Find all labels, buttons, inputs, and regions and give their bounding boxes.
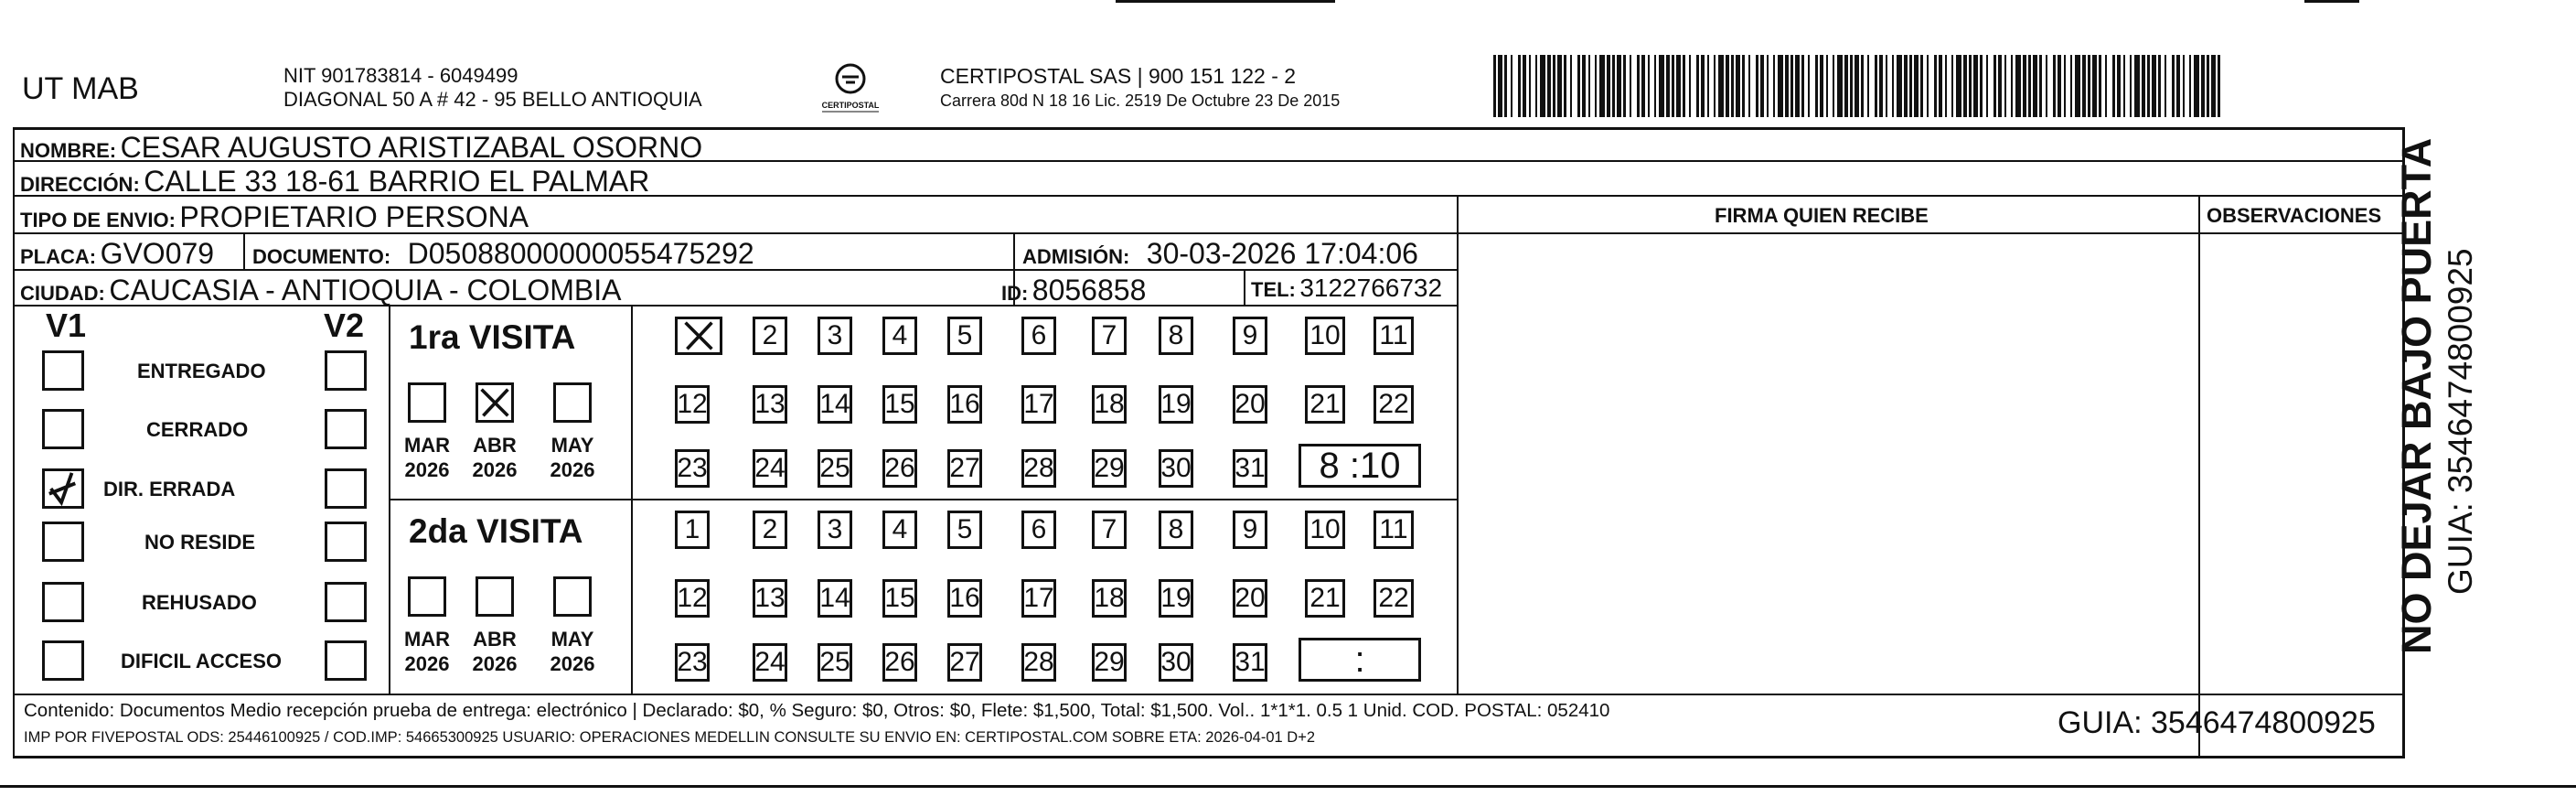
documento-row [252, 239, 754, 268]
day-checkbox[interactable]: 5 [947, 317, 982, 355]
tel-row [1251, 275, 1442, 301]
side-warning: NO DEJAR BAJO PUERTA [2393, 137, 2440, 654]
day-checkbox[interactable]: 25 [818, 643, 852, 682]
day-checkbox[interactable]: 26 [882, 643, 917, 682]
day-checkbox[interactable]: 8 [1159, 511, 1193, 549]
day-checkbox[interactable]: 24 [753, 643, 787, 682]
day-checkbox[interactable]: 10 [1305, 511, 1345, 549]
month-label: MAY [550, 628, 594, 651]
month-checkbox[interactable] [408, 576, 446, 617]
direccion-label: DIRECCIÓN: [20, 173, 140, 196]
month-checkbox[interactable] [553, 382, 592, 423]
year-label: 2026 [472, 652, 518, 675]
v2-label: V2 [324, 307, 365, 344]
tel-value: 3122766732 [1299, 274, 1443, 302]
v2-checkbox[interactable] [325, 522, 367, 562]
day-checkbox[interactable]: 9 [1233, 317, 1267, 355]
v1-checkbox[interactable] [42, 582, 84, 622]
side-guia: GUIA: 3546474800925 [2442, 248, 2479, 595]
footer-guia: GUIA: 3546474800925 [2058, 705, 2376, 740]
v1-label: V1 [46, 307, 87, 344]
frame-top [13, 127, 2405, 130]
v1-checkbox[interactable] [42, 468, 84, 509]
day-checkbox[interactable]: 17 [1021, 579, 1056, 618]
v2-checkbox[interactable] [325, 640, 367, 681]
v1-checkbox[interactable] [42, 640, 84, 681]
ciudad-label: CIUDAD: [20, 282, 105, 305]
svg-text:CERTIPOSTAL: CERTIPOSTAL [821, 101, 880, 110]
day-checkbox[interactable]: 23 [675, 643, 710, 682]
time-field[interactable]: : [1299, 638, 1421, 682]
visit-title: 2da VISITA [409, 512, 583, 550]
year-label: 2026 [404, 652, 450, 675]
day-checkbox[interactable]: 15 [882, 385, 917, 424]
day-checkbox[interactable]: 20 [1233, 385, 1267, 424]
day-checkbox[interactable]: 23 [675, 449, 710, 488]
nombre-value: CESAR AUGUSTO ARISTIZABAL OSORNO [120, 131, 703, 164]
month-label: ABR [473, 628, 517, 651]
certipostal-logo [809, 60, 892, 115]
month-checkbox[interactable] [476, 382, 514, 423]
day-checkbox[interactable]: 31 [1233, 643, 1267, 682]
month-label: MAR [403, 628, 451, 651]
year-label: 2026 [404, 458, 450, 481]
day-checkbox[interactable] [675, 317, 722, 355]
day-checkbox[interactable]: 17 [1021, 385, 1056, 424]
visit-title: 1ra VISITA [409, 318, 576, 356]
admision-value: 30-03-2026 17:04:06 [1146, 237, 1418, 270]
id-value: 8056858 [1031, 274, 1147, 307]
placa-label: PLACA: [20, 245, 97, 268]
day-checkbox[interactable]: 28 [1021, 643, 1056, 682]
day-checkbox[interactable]: 30 [1159, 449, 1193, 488]
tipo-label: TIPO DE ENVIO: [20, 209, 176, 231]
id-row [1001, 275, 1146, 305]
day-checkbox[interactable]: 27 [947, 643, 982, 682]
id-label: ID: [1001, 282, 1029, 305]
day-checkbox[interactable]: 22 [1374, 579, 1414, 618]
time-field[interactable]: 8 :10 [1299, 444, 1421, 488]
day-checkbox[interactable]: 18 [1092, 385, 1127, 424]
month-checkbox[interactable] [553, 576, 592, 617]
day-checkbox[interactable]: 25 [818, 449, 852, 488]
day-checkbox[interactable]: 24 [753, 449, 787, 488]
day-checkbox[interactable]: 7 [1092, 511, 1127, 549]
day-checkbox[interactable]: 4 [882, 317, 917, 355]
day-checkbox[interactable]: 10 [1305, 317, 1345, 355]
day-checkbox[interactable]: 19 [1159, 579, 1193, 618]
day-checkbox[interactable]: 16 [947, 579, 982, 618]
day-checkbox[interactable]: 3 [818, 511, 852, 549]
nombre-row [20, 133, 702, 162]
day-checkbox[interactable]: 6 [1021, 317, 1056, 355]
day-checkbox[interactable]: 14 [818, 579, 852, 618]
documento-label: DOCUMENTO: [252, 245, 391, 268]
day-checkbox[interactable]: 8 [1159, 317, 1193, 355]
observaciones-label: OBSERVACIONES [2207, 204, 2382, 227]
day-checkbox[interactable]: 22 [1374, 385, 1414, 424]
frame-bottom [13, 756, 2405, 758]
day-checkbox[interactable]: 21 [1305, 579, 1345, 618]
month-checkbox[interactable] [408, 382, 446, 423]
day-checkbox[interactable]: 16 [947, 385, 982, 424]
carrier-name: CERTIPOSTAL SAS | 900 151 122 - 2 [940, 64, 1297, 88]
v1-checkbox[interactable] [42, 350, 84, 391]
day-checkbox[interactable]: 20 [1233, 579, 1267, 618]
carrier-license: Carrera 80d N 18 16 Lic. 2519 De Octubre 23 De 2015 [940, 91, 1341, 110]
day-checkbox[interactable]: 1 [675, 511, 710, 549]
ciudad-value: CAUCASIA - ANTIOQUIA - COLOMBIA [109, 274, 622, 307]
day-checkbox[interactable]: 26 [882, 449, 917, 488]
day-checkbox[interactable]: 29 [1092, 449, 1127, 488]
year-label: 2026 [550, 458, 595, 481]
day-checkbox[interactable]: 9 [1233, 511, 1267, 549]
day-checkbox[interactable]: 15 [882, 579, 917, 618]
status-reason-label: REHUSADO [142, 591, 257, 614]
day-checkbox[interactable]: 12 [675, 579, 710, 618]
day-checkbox[interactable]: 2 [753, 511, 787, 549]
placa-value: GVO079 [100, 237, 215, 270]
v1-checkbox[interactable] [42, 522, 84, 562]
footer-line1: Contenido: Documentos Medio recepción prueba de entrega: electrónico | Declarado: $0, % Seguro: $0, Otros: $0, Flete: $1,500, Total: $1,500. Vol.. 1*1*1. 0.5 1 Unid. COD. POSTAL: 052410 [24, 700, 1610, 721]
day-checkbox[interactable]: 18 [1092, 579, 1127, 618]
day-checkbox[interactable]: 11 [1374, 317, 1414, 355]
year-label: 2026 [550, 652, 595, 675]
month-label: MAR [403, 434, 451, 457]
day-checkbox[interactable]: 13 [753, 579, 787, 618]
v2-checkbox[interactable] [325, 468, 367, 509]
frame-left [13, 127, 15, 758]
ciudad-row [20, 275, 621, 305]
month-label: ABR [473, 434, 517, 457]
placa-row [20, 239, 214, 268]
status-reason-label: DIR. ERRADA [103, 478, 236, 500]
v2-checkbox[interactable] [325, 409, 367, 449]
tipo-row [20, 202, 529, 231]
company-nit: NIT 901783814 - 6049499 [283, 64, 518, 87]
day-checkbox[interactable]: 14 [818, 385, 852, 424]
tel-label: TEL: [1251, 278, 1296, 301]
v1-checkbox[interactable] [42, 409, 84, 449]
company-short: UT MAB [22, 71, 139, 106]
day-checkbox[interactable]: 31 [1233, 449, 1267, 488]
day-checkbox[interactable]: 7 [1092, 317, 1127, 355]
documento-value: D05088000000055475292 [407, 237, 754, 270]
direccion-value: CALLE 33 18-61 BARRIO EL PALMAR [144, 165, 650, 198]
day-checkbox[interactable]: 4 [882, 511, 917, 549]
nombre-label: NOMBRE: [20, 139, 117, 162]
day-checkbox[interactable]: 21 [1305, 385, 1345, 424]
month-label: MAY [550, 434, 594, 457]
status-reason-label: ENTREGADO [137, 360, 266, 382]
firma-label: FIRMA QUIEN RECIBE [1715, 204, 1929, 227]
barcode [1493, 55, 2225, 117]
year-label: 2026 [472, 458, 518, 481]
admision-row [1022, 239, 1418, 268]
month-checkbox[interactable] [476, 576, 514, 617]
footer-line2: IMP POR FIVEPOSTAL ODS: 25446100925 / COD.IMP: 54665300925 USUARIO: OPERACIONES MEDELLIN CONSULTE SU ENVIO EN: CERTIPOSTAL.COM SOBRE ETA: 2026-04-01 D+2 [24, 729, 1316, 746]
tipo-value: PROPIETARIO PERSONA [179, 200, 529, 233]
status-reason-label: DIFICIL ACCESO [121, 650, 283, 672]
direccion-row [20, 167, 649, 196]
day-checkbox[interactable]: 30 [1159, 643, 1193, 682]
day-checkbox[interactable]: 19 [1159, 385, 1193, 424]
day-checkbox[interactable]: 29 [1092, 643, 1127, 682]
day-checkbox[interactable]: 5 [947, 511, 982, 549]
admision-label: ADMISIÓN: [1022, 245, 1130, 268]
day-checkbox[interactable]: 13 [753, 385, 787, 424]
v2-checkbox[interactable] [325, 350, 367, 391]
day-checkbox[interactable]: 6 [1021, 511, 1056, 549]
day-checkbox[interactable]: 27 [947, 449, 982, 488]
day-checkbox[interactable]: 28 [1021, 449, 1056, 488]
day-checkbox[interactable]: 12 [675, 385, 710, 424]
day-checkbox[interactable]: 11 [1374, 511, 1414, 549]
v2-checkbox[interactable] [325, 582, 367, 622]
day-checkbox[interactable]: 2 [753, 317, 787, 355]
status-reason-label: NO RESIDE [144, 531, 256, 554]
day-checkbox[interactable]: 3 [818, 317, 852, 355]
status-reason-label: CERRADO [146, 418, 249, 441]
company-address: DIAGONAL 50 A # 42 - 95 BELLO ANTIOQUIA [283, 88, 702, 111]
